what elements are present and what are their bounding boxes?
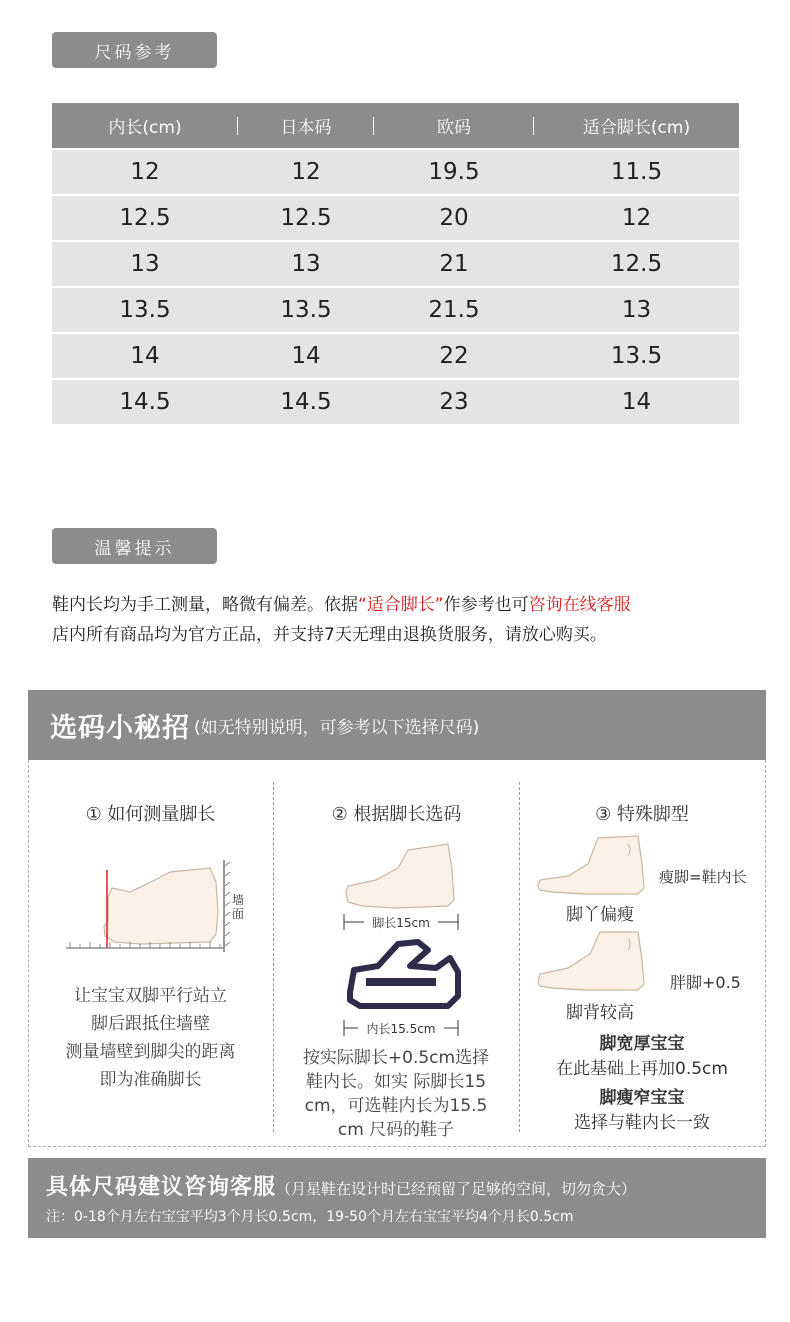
col2-text (278, 1046, 514, 1142)
header-foot-length: 适合脚长(cm) (582, 118, 691, 138)
tips-consult-link[interactable]: 咨询在线客服 (528, 595, 631, 615)
col2-line: 按实际脚长+0.5cm选择 (302, 1048, 490, 1068)
col1-line: 让宝宝双脚平行站立 (74, 986, 227, 1006)
wide-foot-text: 在此基础上再加0.5cm (556, 1059, 728, 1079)
narrow-foot-title: 脚瘦窄宝宝 (599, 1088, 685, 1108)
cell: 12.5 (610, 251, 663, 277)
cell: 12.5 (280, 205, 332, 231)
cell: 12 (130, 159, 160, 185)
tips-highlight-foot-length: “适合脚长” (358, 595, 444, 615)
cell: 12.5 (119, 205, 171, 231)
foot-illustration (336, 840, 466, 912)
header-inner-length: 内长(cm) (52, 113, 238, 138)
inner-length-label: 内长15.5cm (366, 1022, 436, 1036)
cell: 21.5 (428, 297, 480, 323)
tips-text-a: 鞋内长均为手工测量，略微有偏差。依据 (52, 595, 358, 615)
cell: 14 (291, 343, 321, 369)
cell: 12 (291, 159, 321, 185)
fat-foot-illustration (534, 930, 654, 992)
tips-line-2: 店内所有商品均为官方正品，并支持7天无理由退换货服务，请放心购买。 (52, 625, 607, 645)
col1-line: 脚后跟抵住墙壁 (91, 1014, 210, 1034)
cell: 21 (439, 251, 469, 277)
col3-text (520, 1032, 764, 1136)
table-row (52, 150, 739, 194)
column-divider (273, 782, 274, 1132)
cell: 13 (291, 251, 321, 277)
cell: 13.5 (280, 297, 332, 323)
col1-title: ① 如何测量脚长 (85, 804, 216, 825)
thin-foot-caption: 脚丫偏瘦 (566, 905, 634, 925)
col1-line: 测量墙壁到脚尖的距离 (65, 1042, 236, 1062)
col1-line: 即为准确脚长 (99, 1070, 202, 1090)
cell: 13.5 (119, 297, 171, 323)
cell: 11.5 (610, 159, 663, 185)
secret-subtitle: (如无特别说明，可参考以下选择尺码) (194, 717, 480, 738)
wall-label: 墙面 (232, 893, 245, 921)
cell: 13 (621, 297, 652, 323)
table-row (52, 288, 739, 332)
tips-text-b: 作参考也可 (443, 595, 529, 615)
tips-label: 温馨提示 (52, 528, 217, 564)
cell: 13.5 (610, 343, 663, 369)
cell: 19.5 (428, 159, 480, 185)
tips-text (52, 590, 631, 650)
col2-line: cm 尺码的鞋子 (337, 1120, 455, 1140)
table-row (52, 380, 739, 424)
wide-foot-title: 脚宽厚宝宝 (599, 1034, 685, 1054)
measure-foot-illustration (60, 852, 240, 962)
cell: 12 (621, 205, 652, 231)
consult-title-line (46, 1170, 636, 1201)
size-reference-label: 尺码参考 (52, 32, 217, 68)
consult-title-note: （月星鞋在设计时已经预留了足够的空间，切勿贪大） (276, 1180, 637, 1198)
fat-foot-caption: 脚背较高 (566, 1003, 634, 1023)
col2-title: ② 根据脚长选码 (331, 804, 462, 825)
header-japan-size: 日本码 (238, 113, 374, 138)
table-row (52, 334, 739, 378)
narrow-foot-text: 选择与鞋内长一致 (574, 1113, 710, 1133)
cell: 14.5 (280, 389, 332, 415)
cell: 23 (439, 389, 469, 415)
consult-title: 具体尺码建议咨询客服 (46, 1175, 277, 1200)
table-row (52, 196, 739, 240)
table-row (52, 242, 739, 286)
foot-length-label: 脚长15cm (372, 916, 430, 930)
thin-foot-label: 瘦脚=鞋内长 (659, 868, 747, 886)
table-header (52, 103, 739, 148)
consult-banner (28, 1158, 766, 1238)
cell: 22 (439, 343, 469, 369)
shoe-icon (344, 936, 462, 1012)
cell: 14.5 (119, 389, 171, 415)
cell: 14 (621, 389, 652, 415)
growth-note: 注：0-18个月左右宝宝平均3个月长0.5cm，19-50个月左右宝宝平均4个月长0.5cm (46, 1209, 574, 1225)
thin-foot-illustration (534, 834, 654, 896)
size-table (52, 103, 739, 424)
col1-text (28, 982, 273, 1094)
cell: 14 (130, 343, 160, 369)
col2-line: cm，可选鞋内长为15.5 (304, 1096, 488, 1116)
fat-foot-label: 胖脚+0.5 (670, 973, 741, 992)
cell: 20 (439, 205, 469, 231)
tips-line-1 (52, 590, 631, 620)
secret-header (28, 690, 766, 760)
col3-title: ③ 特殊脚型 (595, 804, 689, 825)
header-eu-size: 欧码 (374, 113, 534, 138)
col2-line: 鞋内长。如实 际脚长15 (305, 1072, 487, 1092)
cell: 13 (130, 251, 160, 277)
secret-title: 选码小秘招 (50, 712, 190, 744)
